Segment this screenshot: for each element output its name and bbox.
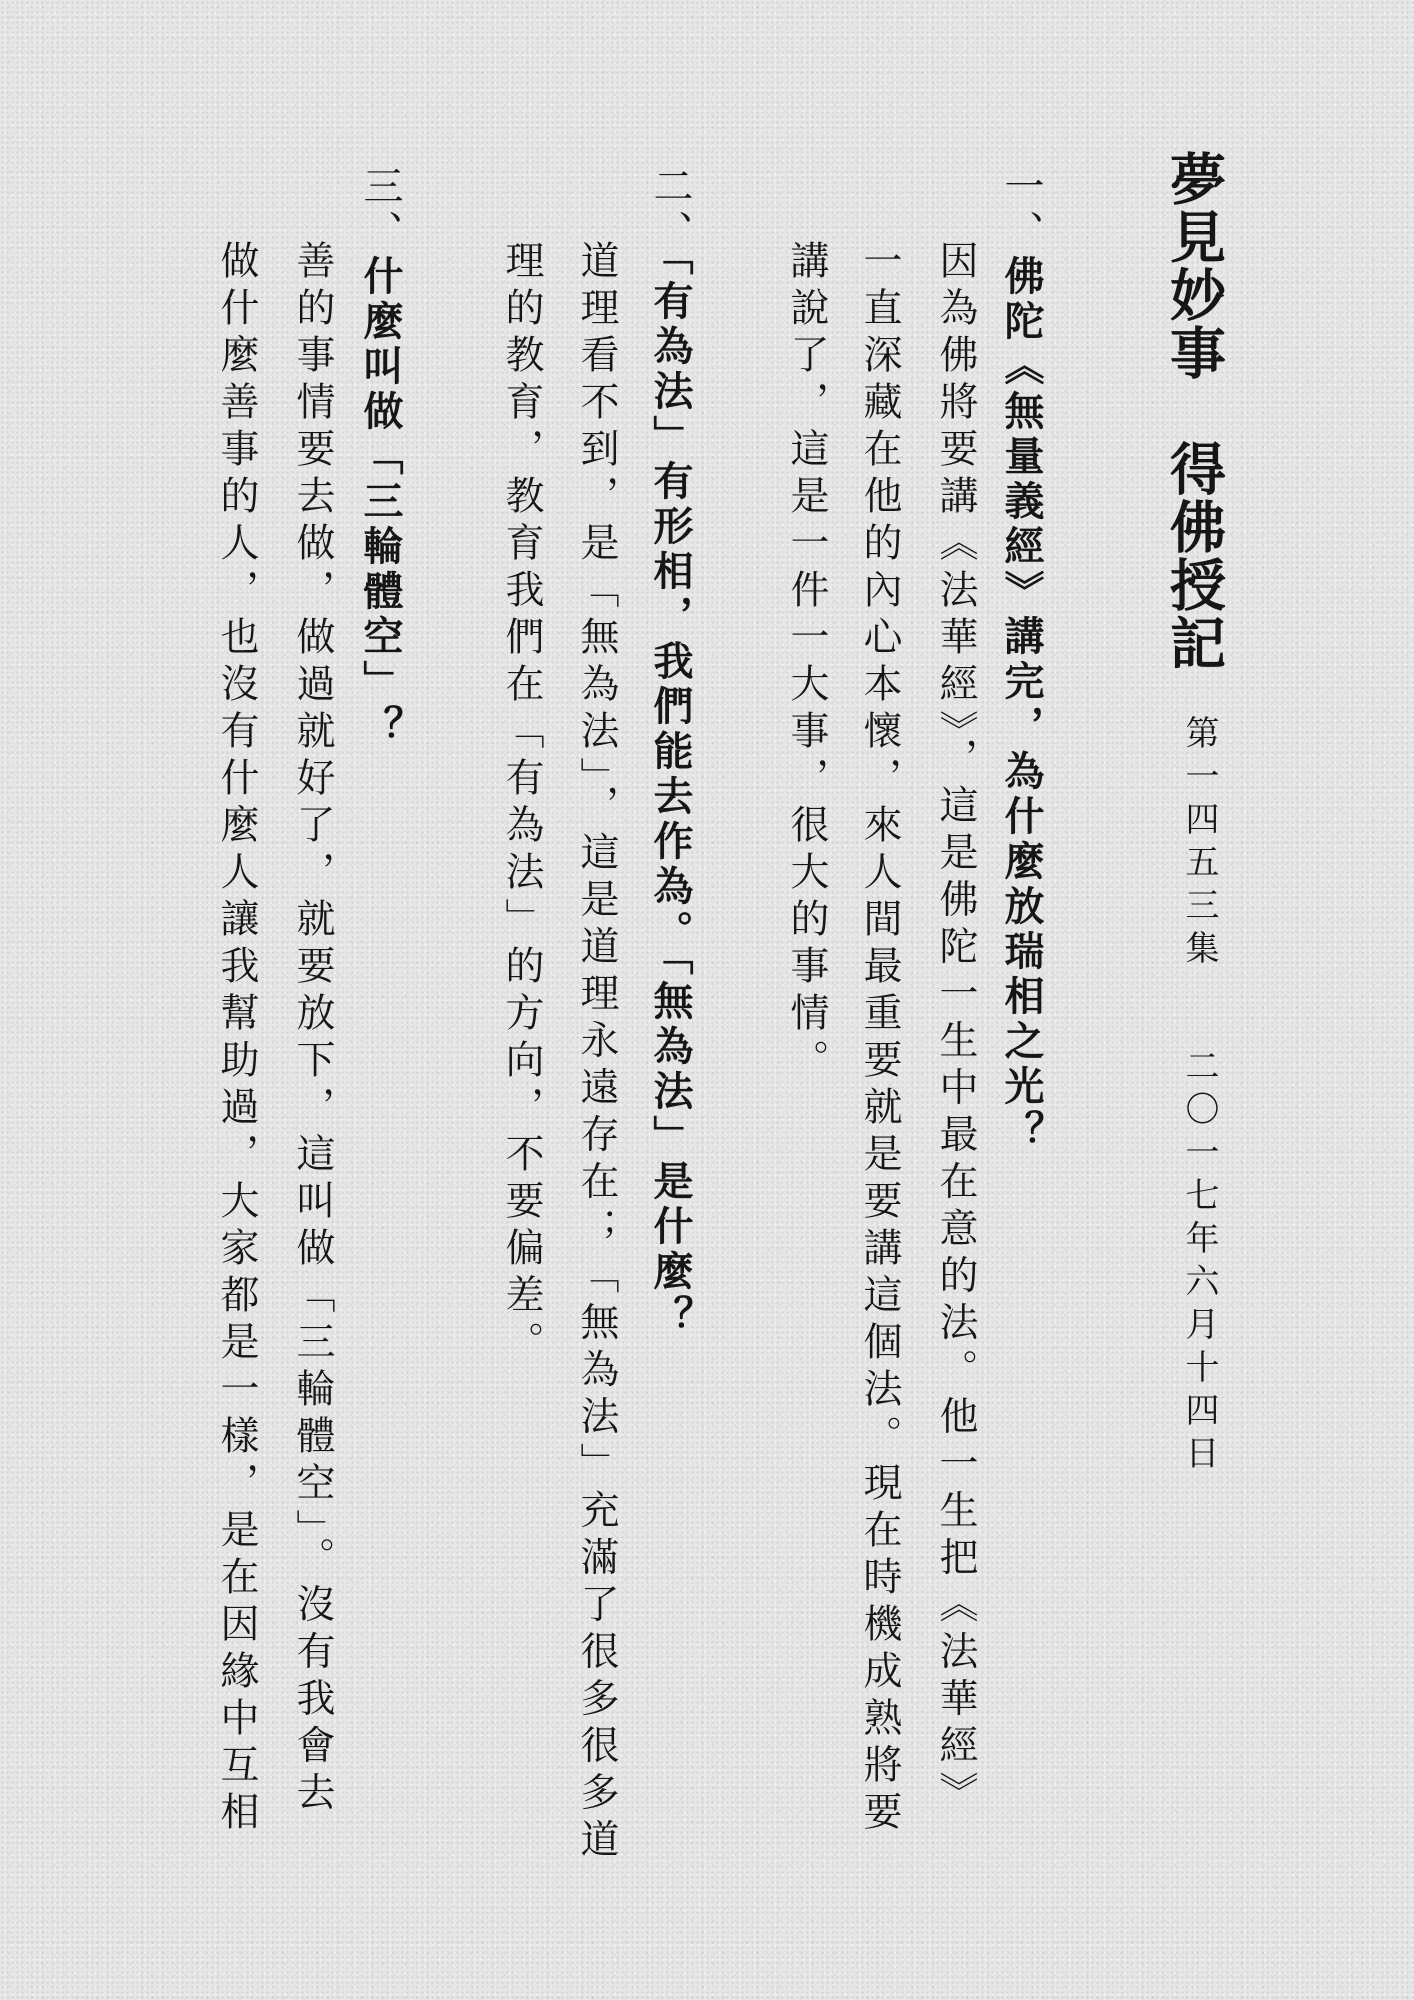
date: 二〇一七年六月十四日 [1179, 1048, 1219, 1478]
paragraph-line: 道理看不到，是「無為法」，這是道理永遠存在；「無為法」充滿了很多很多道 [574, 240, 619, 1866]
paragraph-line: 理的教育，教育我們在「有為法」的方向，不要偏差。 [499, 240, 544, 1368]
paragraph-line: 一直深藏在他的內心本懷，來人間最重要就是要講這個法。現在時機成熟將要 [857, 240, 902, 1838]
section-heading-2 [647, 165, 694, 1340]
section-number: 二、 [647, 165, 693, 255]
episode-number: 第一四五三集 [1179, 715, 1219, 973]
section-heading-text: 「有為法」有形相，我們能去作為。「無為法」是什麼？ [647, 255, 694, 1340]
paragraph-line: 因為佛將要講《法華經》，這是佛陀一生中最在意的法。他一生把《法華經》 [933, 240, 978, 1819]
section-number: 三、 [357, 165, 403, 255]
paragraph-line: 做什麼善事的人，也沒有什麼人讓我幫助過，大家都是一樣，是在因緣中互相 [214, 240, 259, 1838]
section-number: 一、 [998, 165, 1044, 255]
page-title: 夢見妙事 得佛授記 [1161, 150, 1227, 672]
section-heading-1 [998, 165, 1045, 1155]
paragraph-line: 善的事情要去做，做過就好了，就要放下，這叫做「三輪體空」。沒有我會去 [290, 240, 335, 1819]
section-heading-3 [357, 165, 404, 750]
section-heading-text: 什麼叫做「三輪體空」？ [357, 255, 404, 750]
section-heading-text: 佛陀《無量義經》講完，為什麼放瑞相之光？ [998, 255, 1045, 1155]
paragraph-line: 講說了，這是一件一大事，很大的事情。 [784, 240, 829, 1086]
